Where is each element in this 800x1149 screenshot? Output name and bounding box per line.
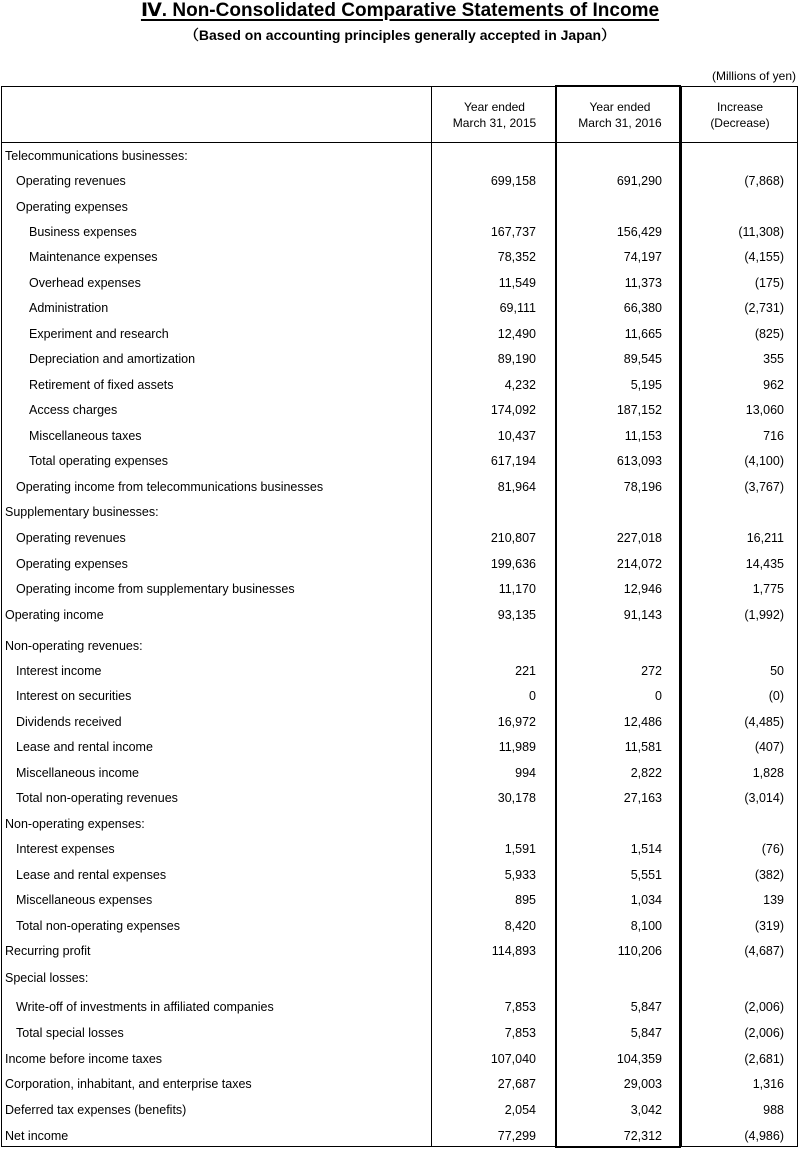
table-row [2, 144, 799, 169]
value-change: (2,006) [744, 1026, 784, 1040]
row-label: Retirement of fixed assets [29, 378, 174, 392]
value-2016: 12,946 [623, 582, 662, 596]
row-label: Lease and rental expenses [16, 868, 167, 882]
value-2015: 11,989 [498, 740, 536, 754]
value-2015: 895 [515, 893, 536, 907]
value-2015: 210,807 [490, 531, 536, 545]
table-row [2, 786, 799, 811]
value-change: (1,992) [744, 608, 784, 622]
value-2015: 199,636 [490, 557, 536, 571]
row-label: Recurring profit [5, 944, 91, 958]
row-label: Operating revenues [16, 531, 126, 545]
table-row [2, 195, 799, 220]
row-label: Corporation, inhabitant, and enterprise taxes [5, 1077, 252, 1091]
value-2015: 89,190 [497, 352, 536, 366]
value-change: 1,828 [752, 766, 784, 780]
table-row [2, 271, 799, 296]
value-2016 [558, 144, 662, 169]
table-row [2, 1021, 799, 1046]
value-change [682, 812, 784, 837]
row-label: Overhead expenses [29, 276, 141, 290]
value-2015: 93,135 [497, 608, 536, 622]
row-label: Net income [5, 1129, 69, 1143]
row-label: Deferred tax expenses (benefits) [5, 1103, 187, 1117]
value-2015: 30,178 [497, 791, 536, 805]
value-change: 716 [763, 429, 784, 443]
value-change: (382) [754, 868, 784, 882]
table-row [2, 475, 799, 500]
value-change: (3,014) [744, 791, 784, 805]
value-2016: 2,822 [630, 766, 662, 780]
row-label: Miscellaneous taxes [29, 429, 142, 443]
value-2015: 699,158 [490, 174, 536, 188]
row-label: Depreciation and amortization [29, 352, 196, 366]
table-row [2, 220, 799, 245]
value-2016: 91,143 [623, 608, 662, 622]
value-change: 1,775 [752, 582, 784, 596]
table-row [2, 939, 799, 964]
row-label: Miscellaneous expenses [16, 893, 153, 907]
value-2015: 7,853 [504, 1000, 536, 1014]
column-header-change: Increase (Decrease) [710, 100, 770, 130]
value-2015: 27,687 [497, 1077, 536, 1091]
value-2016: 11,581 [624, 740, 662, 754]
row-label: Non-operating revenues: [5, 639, 143, 653]
value-change [682, 144, 784, 169]
value-2015: 7,853 [504, 1026, 536, 1040]
table-row [2, 1098, 799, 1123]
table-row [2, 659, 799, 684]
value-change: (4,155) [744, 250, 784, 264]
value-2016: 1,514 [630, 842, 662, 856]
row-label: Total operating expenses [29, 454, 168, 468]
value-2015: 167,737 [490, 225, 536, 239]
table-row [2, 245, 799, 270]
value-change: 14,435 [745, 557, 784, 571]
value-change: (7,868) [744, 174, 784, 188]
row-label: Operating income [5, 608, 104, 622]
value-change [682, 634, 784, 659]
value-change: (407) [754, 740, 784, 754]
value-2015 [432, 500, 536, 525]
value-2016: 5,195 [630, 378, 662, 392]
table-row [2, 449, 799, 474]
value-2016: 613,093 [616, 454, 662, 468]
value-2015: 617,194 [490, 454, 536, 468]
table-row [2, 837, 799, 862]
row-label: Write-off of investments in affiliated companies [16, 1000, 274, 1014]
value-2015: 11,170 [498, 582, 536, 596]
value-2016: 89,545 [623, 352, 662, 366]
table-row [2, 1072, 799, 1097]
table-row [2, 888, 799, 913]
value-2015: 0 [529, 689, 536, 703]
value-change: (2,681) [744, 1052, 784, 1066]
table-row [2, 710, 799, 735]
value-2015: 4,232 [504, 378, 536, 392]
table-row [2, 1047, 799, 1072]
value-change: 962 [763, 378, 784, 392]
value-change: (4,687) [744, 944, 784, 958]
value-2016 [558, 812, 662, 837]
table-row [2, 424, 799, 449]
value-2015 [432, 812, 536, 837]
value-2015: 69,111 [499, 301, 536, 315]
value-2016: 66,380 [623, 301, 662, 315]
value-2016: 11,373 [624, 276, 662, 290]
value-2015 [432, 966, 536, 991]
value-2015: 221 [515, 664, 536, 678]
table-row [2, 761, 799, 786]
value-2016: 0 [655, 689, 662, 703]
value-change: (2,006) [744, 1000, 784, 1014]
value-2015: 78,352 [497, 250, 536, 264]
value-2015: 107,040 [490, 1052, 536, 1066]
table-row [2, 966, 799, 991]
value-2016 [558, 195, 662, 220]
column-header-2016: Year ended March 31, 2016 [578, 100, 662, 130]
table-row [2, 735, 799, 760]
value-2015: 114,893 [491, 944, 536, 958]
table-row [2, 500, 799, 525]
row-label: Dividends received [16, 715, 122, 729]
row-label: Interest on securities [16, 689, 132, 703]
value-2016: 74,197 [623, 250, 662, 264]
table-row [2, 577, 799, 602]
row-label: Business expenses [29, 225, 137, 239]
value-change: 13,060 [745, 403, 784, 417]
value-2015: 8,420 [504, 919, 536, 933]
table-row [2, 684, 799, 709]
row-label: Lease and rental income [16, 740, 153, 754]
page-subtitle: （Based on accounting principles generally accepted in Japan） [184, 27, 616, 43]
value-2016 [558, 500, 662, 525]
value-change: 16,211 [746, 531, 784, 545]
value-change: (4,986) [744, 1129, 784, 1143]
table-row [2, 995, 799, 1020]
table-row [2, 398, 799, 423]
value-change: (0) [768, 689, 784, 703]
value-2015: 5,933 [504, 868, 536, 882]
table-row [2, 812, 799, 837]
table-row [2, 914, 799, 939]
table-row [2, 322, 799, 347]
value-2016: 29,003 [623, 1077, 662, 1091]
value-2016: 187,152 [616, 403, 662, 417]
value-2015: 81,964 [497, 480, 536, 494]
row-label: Interest income [16, 664, 102, 678]
row-label: Administration [29, 301, 109, 315]
value-2015 [432, 195, 536, 220]
page-title: Ⅳ. Non-Consolidated Comparative Statements of Income [140, 0, 660, 21]
row-label: Maintenance expenses [29, 250, 158, 264]
value-2016: 156,429 [616, 225, 662, 239]
table-row [2, 1124, 799, 1149]
table-row [2, 373, 799, 398]
value-change: (11,308) [738, 225, 784, 239]
value-2016: 12,486 [623, 715, 662, 729]
table-row [2, 603, 799, 628]
value-2015: 174,092 [490, 403, 536, 417]
value-2016 [558, 634, 662, 659]
row-label: Total non-operating revenues [16, 791, 178, 805]
value-2015: 16,972 [497, 715, 536, 729]
value-2016: 214,072 [616, 557, 662, 571]
row-label: Operating revenues [16, 174, 126, 188]
row-label: Total special losses [16, 1026, 124, 1040]
value-change: (4,485) [744, 715, 784, 729]
row-label: Supplementary businesses: [5, 505, 159, 519]
row-label: Telecommunications businesses: [5, 149, 188, 163]
value-change: (2,731) [744, 301, 784, 315]
value-change [682, 966, 784, 991]
value-change: 988 [763, 1103, 784, 1117]
row-label: Operating expenses [16, 557, 128, 571]
value-change: 1,316 [752, 1077, 784, 1091]
value-change: 50 [770, 664, 784, 678]
row-label: Operating expenses [16, 200, 128, 214]
value-change: (4,100) [744, 454, 784, 468]
value-2016: 11,665 [624, 327, 662, 341]
row-label: Access charges [29, 403, 118, 417]
table-row [2, 169, 799, 194]
value-2016: 110,206 [617, 944, 662, 958]
value-2015: 12,490 [497, 327, 536, 341]
table-row [2, 296, 799, 321]
value-2016: 1,034 [630, 893, 662, 907]
value-change: (175) [754, 276, 784, 290]
value-2016: 11,153 [624, 429, 662, 443]
table-row [2, 863, 799, 888]
value-change [682, 500, 784, 525]
value-2015 [432, 634, 536, 659]
value-2016: 5,847 [630, 1000, 662, 1014]
value-2015: 10,437 [497, 429, 536, 443]
row-label: Non-operating expenses: [5, 817, 145, 831]
column-header-2015: Year ended March 31, 2015 [452, 100, 537, 130]
value-2015: 77,299 [497, 1129, 536, 1143]
value-2016 [558, 966, 662, 991]
value-2016: 691,290 [616, 174, 662, 188]
value-2016: 227,018 [616, 531, 662, 545]
unit-note: (Millions of yen) [711, 69, 796, 83]
row-label: Miscellaneous income [16, 766, 139, 780]
table-row [2, 634, 799, 659]
income-statement-table [1, 86, 798, 1147]
value-change: 139 [763, 893, 784, 907]
value-2016: 72,312 [623, 1129, 662, 1143]
value-2016: 5,847 [630, 1026, 662, 1040]
row-label: Experiment and research [29, 327, 169, 341]
table-row [2, 526, 799, 551]
row-label: Special losses: [5, 971, 89, 985]
row-label: Income before income taxes [5, 1052, 163, 1066]
value-change: (825) [754, 327, 784, 341]
value-2016: 5,551 [630, 868, 662, 882]
value-change [682, 195, 784, 220]
value-2015: 11,549 [498, 276, 536, 290]
value-change: 355 [763, 352, 784, 366]
table-row [2, 347, 799, 372]
value-change: (76) [761, 842, 784, 856]
value-2016: 78,196 [623, 480, 662, 494]
value-2015: 994 [515, 766, 536, 780]
row-label: Total non-operating expenses [16, 919, 181, 933]
value-2016: 27,163 [623, 791, 662, 805]
value-2016: 272 [641, 664, 662, 678]
value-2015: 1,591 [504, 842, 536, 856]
row-label: Interest expenses [16, 842, 115, 856]
value-change: (319) [754, 919, 784, 933]
table-row [2, 552, 799, 577]
value-2016: 8,100 [630, 919, 662, 933]
value-2015: 2,054 [504, 1103, 536, 1117]
value-2016: 3,042 [630, 1103, 662, 1117]
value-2016: 104,359 [616, 1052, 662, 1066]
value-2015 [432, 144, 536, 169]
row-label: Operating income from telecommunications businesses [16, 480, 324, 494]
row-label: Operating income from supplementary businesses [16, 582, 295, 596]
value-change: (3,767) [744, 480, 784, 494]
